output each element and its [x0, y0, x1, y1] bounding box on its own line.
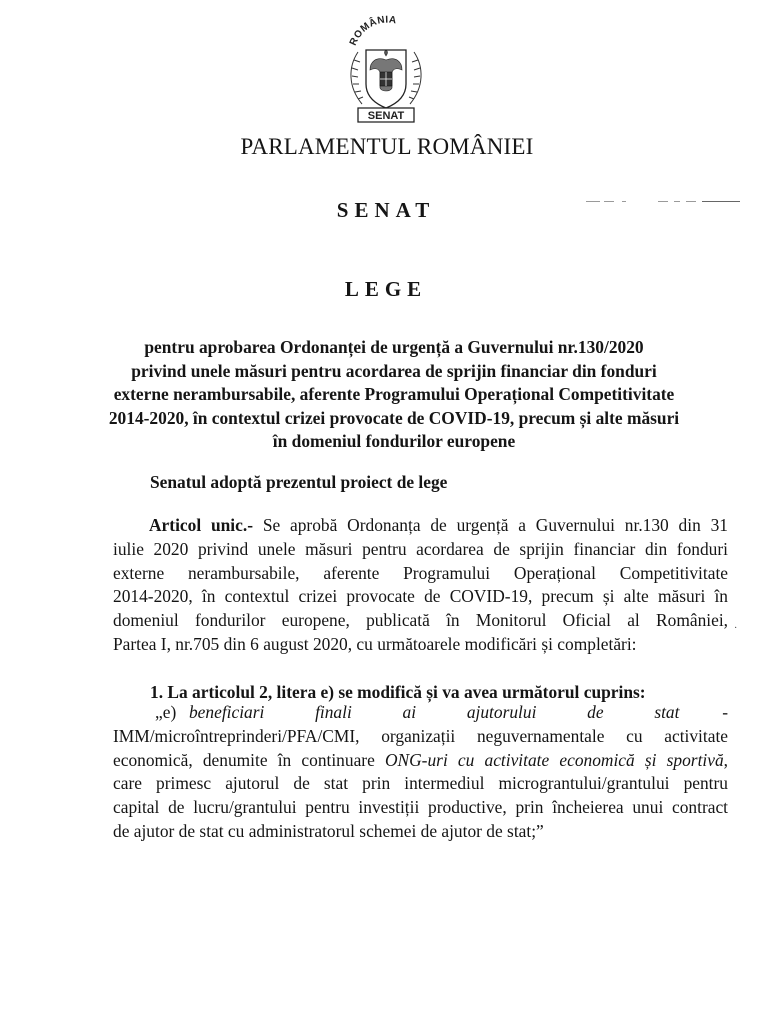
amendment-line — [113, 749, 728, 773]
article-line-text: Se aprobă Ordonanța de urgență a Guvernului nr.130 din 31 — [253, 515, 728, 535]
article-line: externe nerambursabile, aferente Programului Operațional Competitivitate — [113, 562, 728, 583]
amendment-line: de ajutor de stat cu administratorul schemei de ajutor de stat;” — [113, 820, 544, 841]
dash: - — [709, 702, 728, 722]
defined-term: ONG-uri cu activitate economică și sportivă — [384, 749, 724, 770]
scan-artifact-mark: · — [734, 623, 738, 634]
amendment-line: IMM/microîntreprinderi/PFA/CMI, organizații neguvernamentale cu activitate — [113, 725, 728, 746]
article-line: Partea I, nr.705 din 6 august 2020, cu următoarele modificări și completări: — [113, 633, 637, 654]
amendment-letter: „e) — [155, 702, 189, 722]
svg-text:ROMÂNIA — [348, 14, 398, 47]
amendment-line: capital de lucru/grantului pentru investiții productive, prin încheierea unui contract — [113, 797, 728, 818]
law-title-line: 2014-2020, în contextul crizei provocate de COVID-19, precum și alte măsuri — [108, 407, 680, 428]
emblem-bottom-text: SENAT — [367, 110, 405, 122]
amendment-line: care primesc ajutorul de stat prin intermediul micrograntului/grantului pentru — [113, 773, 728, 794]
adoption-statement: Senatul adoptă prezentul proiect de lege — [150, 472, 448, 492]
law-title — [100, 336, 688, 454]
amendment-line-text: economică, denumite în continuare — [113, 749, 385, 770]
amendment-heading: 1. La articolul 2, litera e) se modifică și va avea următorul cuprins: — [150, 682, 646, 702]
law-title-line: în domeniul fondurilor europene — [272, 431, 516, 451]
romania-senate-coat-of-arms-icon — [340, 12, 432, 127]
document-type-heading: LEGE — [344, 277, 428, 301]
article-line: iulie 2020 privind unele măsuri pentru acordarea de sprijin financiar din fonduri — [113, 538, 728, 559]
emblem-top-text: ROMÂNIA — [347, 14, 398, 48]
law-title-line: privind unele măsuri pentru acordarea de sprijin financiar din fonduri — [131, 360, 657, 381]
amendment-text — [113, 701, 728, 844]
article-line — [113, 514, 728, 538]
institution-title: PARLAMENTUL ROMÂNIEI — [240, 134, 534, 159]
article-unic — [113, 514, 738, 657]
article-line: domeniul fondurilor europene, publicată în Monitorul Oficial al României, — [113, 610, 728, 631]
law-title-line: externe nerambursabile, aferente Programului Operațional Competitivitate — [113, 384, 675, 404]
registration-stamp-marks — [586, 201, 746, 205]
article-label: Articol unic.- — [149, 515, 253, 535]
chamber-title: SENAT — [336, 198, 436, 222]
defined-term: beneficiari finali ai ajutorului de stat — [188, 702, 680, 722]
law-title-line: pentru aprobarea Ordonanței de urgență a Guvernului nr.130/2020 — [144, 337, 644, 357]
amendment-line — [113, 701, 728, 725]
punctuation: , — [723, 749, 729, 770]
article-line: 2014-2020, în contextul crizei provocate de COVID-19, precum și alte măsuri în — [113, 586, 728, 607]
